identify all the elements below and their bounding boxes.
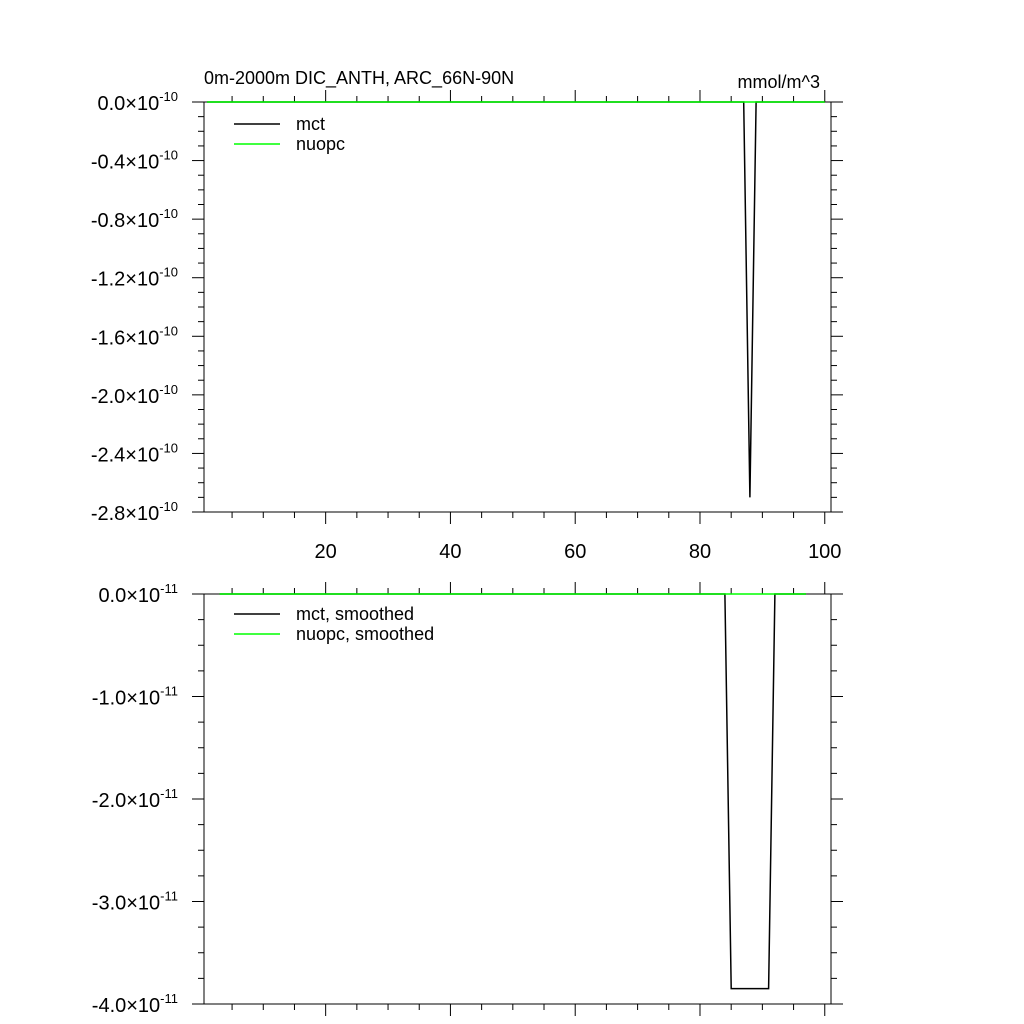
y-tick-label: $-1.6\times 10^{-10}$	[90, 323, 178, 350]
series-line-mct	[220, 594, 806, 989]
legend-label: mct	[296, 114, 325, 134]
y-tick-label: $-1.2\times 10^{-10}$	[90, 264, 178, 291]
y-tick-label: $-2.4\times 10^{-10}$	[90, 440, 178, 467]
series-line-mct	[207, 102, 825, 497]
y-tick-label: $-3.0\times 10^{-11}$	[91, 888, 178, 915]
y-tick-label: $-0.4\times 10^{-10}$	[90, 147, 178, 174]
x-tick-label: 100	[808, 541, 842, 563]
legend-label: nuopc	[296, 134, 346, 154]
chart-title: 0m-2000m DIC_ANTH, ARC_66N-90N	[204, 68, 515, 88]
y-tick-label: $-2.8\times 10^{-10}$	[90, 499, 178, 525]
units-label: mmol/m^3	[737, 72, 820, 92]
x-tick-label: 60	[564, 541, 587, 563]
y-tick-label: $-1.0\times 10^{-11}$	[91, 683, 178, 710]
legend-label: mct, smoothed	[296, 604, 415, 624]
x-tick-label: 40	[439, 541, 462, 563]
legend-label: nuopc, smoothed	[296, 624, 435, 644]
y-tick-label: $-0.8\times 10^{-10}$	[90, 206, 178, 233]
top-panel	[91, 89, 843, 563]
y-tick-label: $0.0\times 10^{-11}$	[98, 581, 178, 607]
x-tick-label: 20	[314, 541, 337, 563]
plot-frame	[204, 102, 831, 512]
plot-frame	[204, 594, 831, 1004]
y-tick-label: $-4.0\times 10^{-11}$	[91, 991, 178, 1017]
x-tick-label: 80	[688, 541, 712, 563]
y-tick-label: $-2.0\times 10^{-10}$	[90, 381, 178, 408]
y-tick-label: $-2.0\times 10^{-11}$	[91, 786, 178, 812]
y-tick-label: $0.0\times 10^{-10}$	[97, 89, 178, 115]
bottom-panel	[92, 581, 843, 1017]
